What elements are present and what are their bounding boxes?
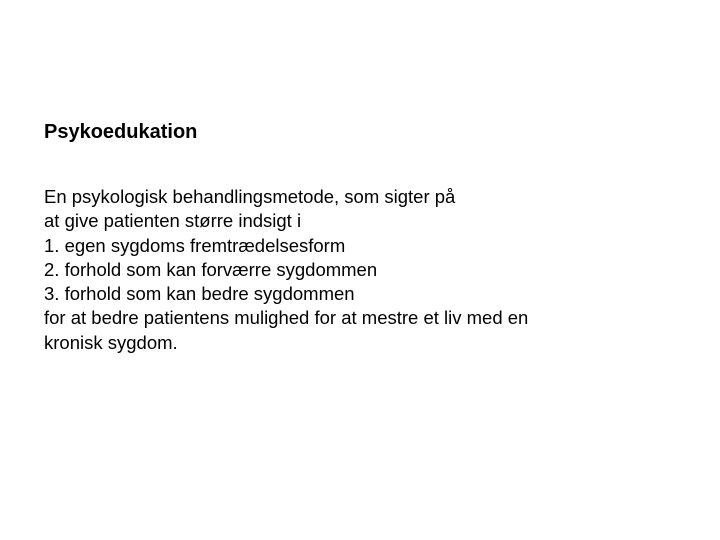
body-line: at give patienten større indsigt i xyxy=(44,210,302,232)
slide-body xyxy=(44,185,694,355)
list-item-3: 3. forhold som kan bedre sygdommen xyxy=(44,283,355,305)
list-item-2: 2. forhold som kan forværre sygdommen xyxy=(44,258,378,280)
slide-title: Psykoedukation xyxy=(44,121,198,143)
body-line: En psykologisk behandlingsmetode, som sigter på xyxy=(44,186,456,207)
body-line: for at bedre patientens mulighed for at mestre et liv med en xyxy=(44,307,529,329)
body-line: kronisk sygdom. xyxy=(44,331,178,353)
list-item-1: 1. egen sygdoms fremtrædelsesform xyxy=(44,234,346,256)
